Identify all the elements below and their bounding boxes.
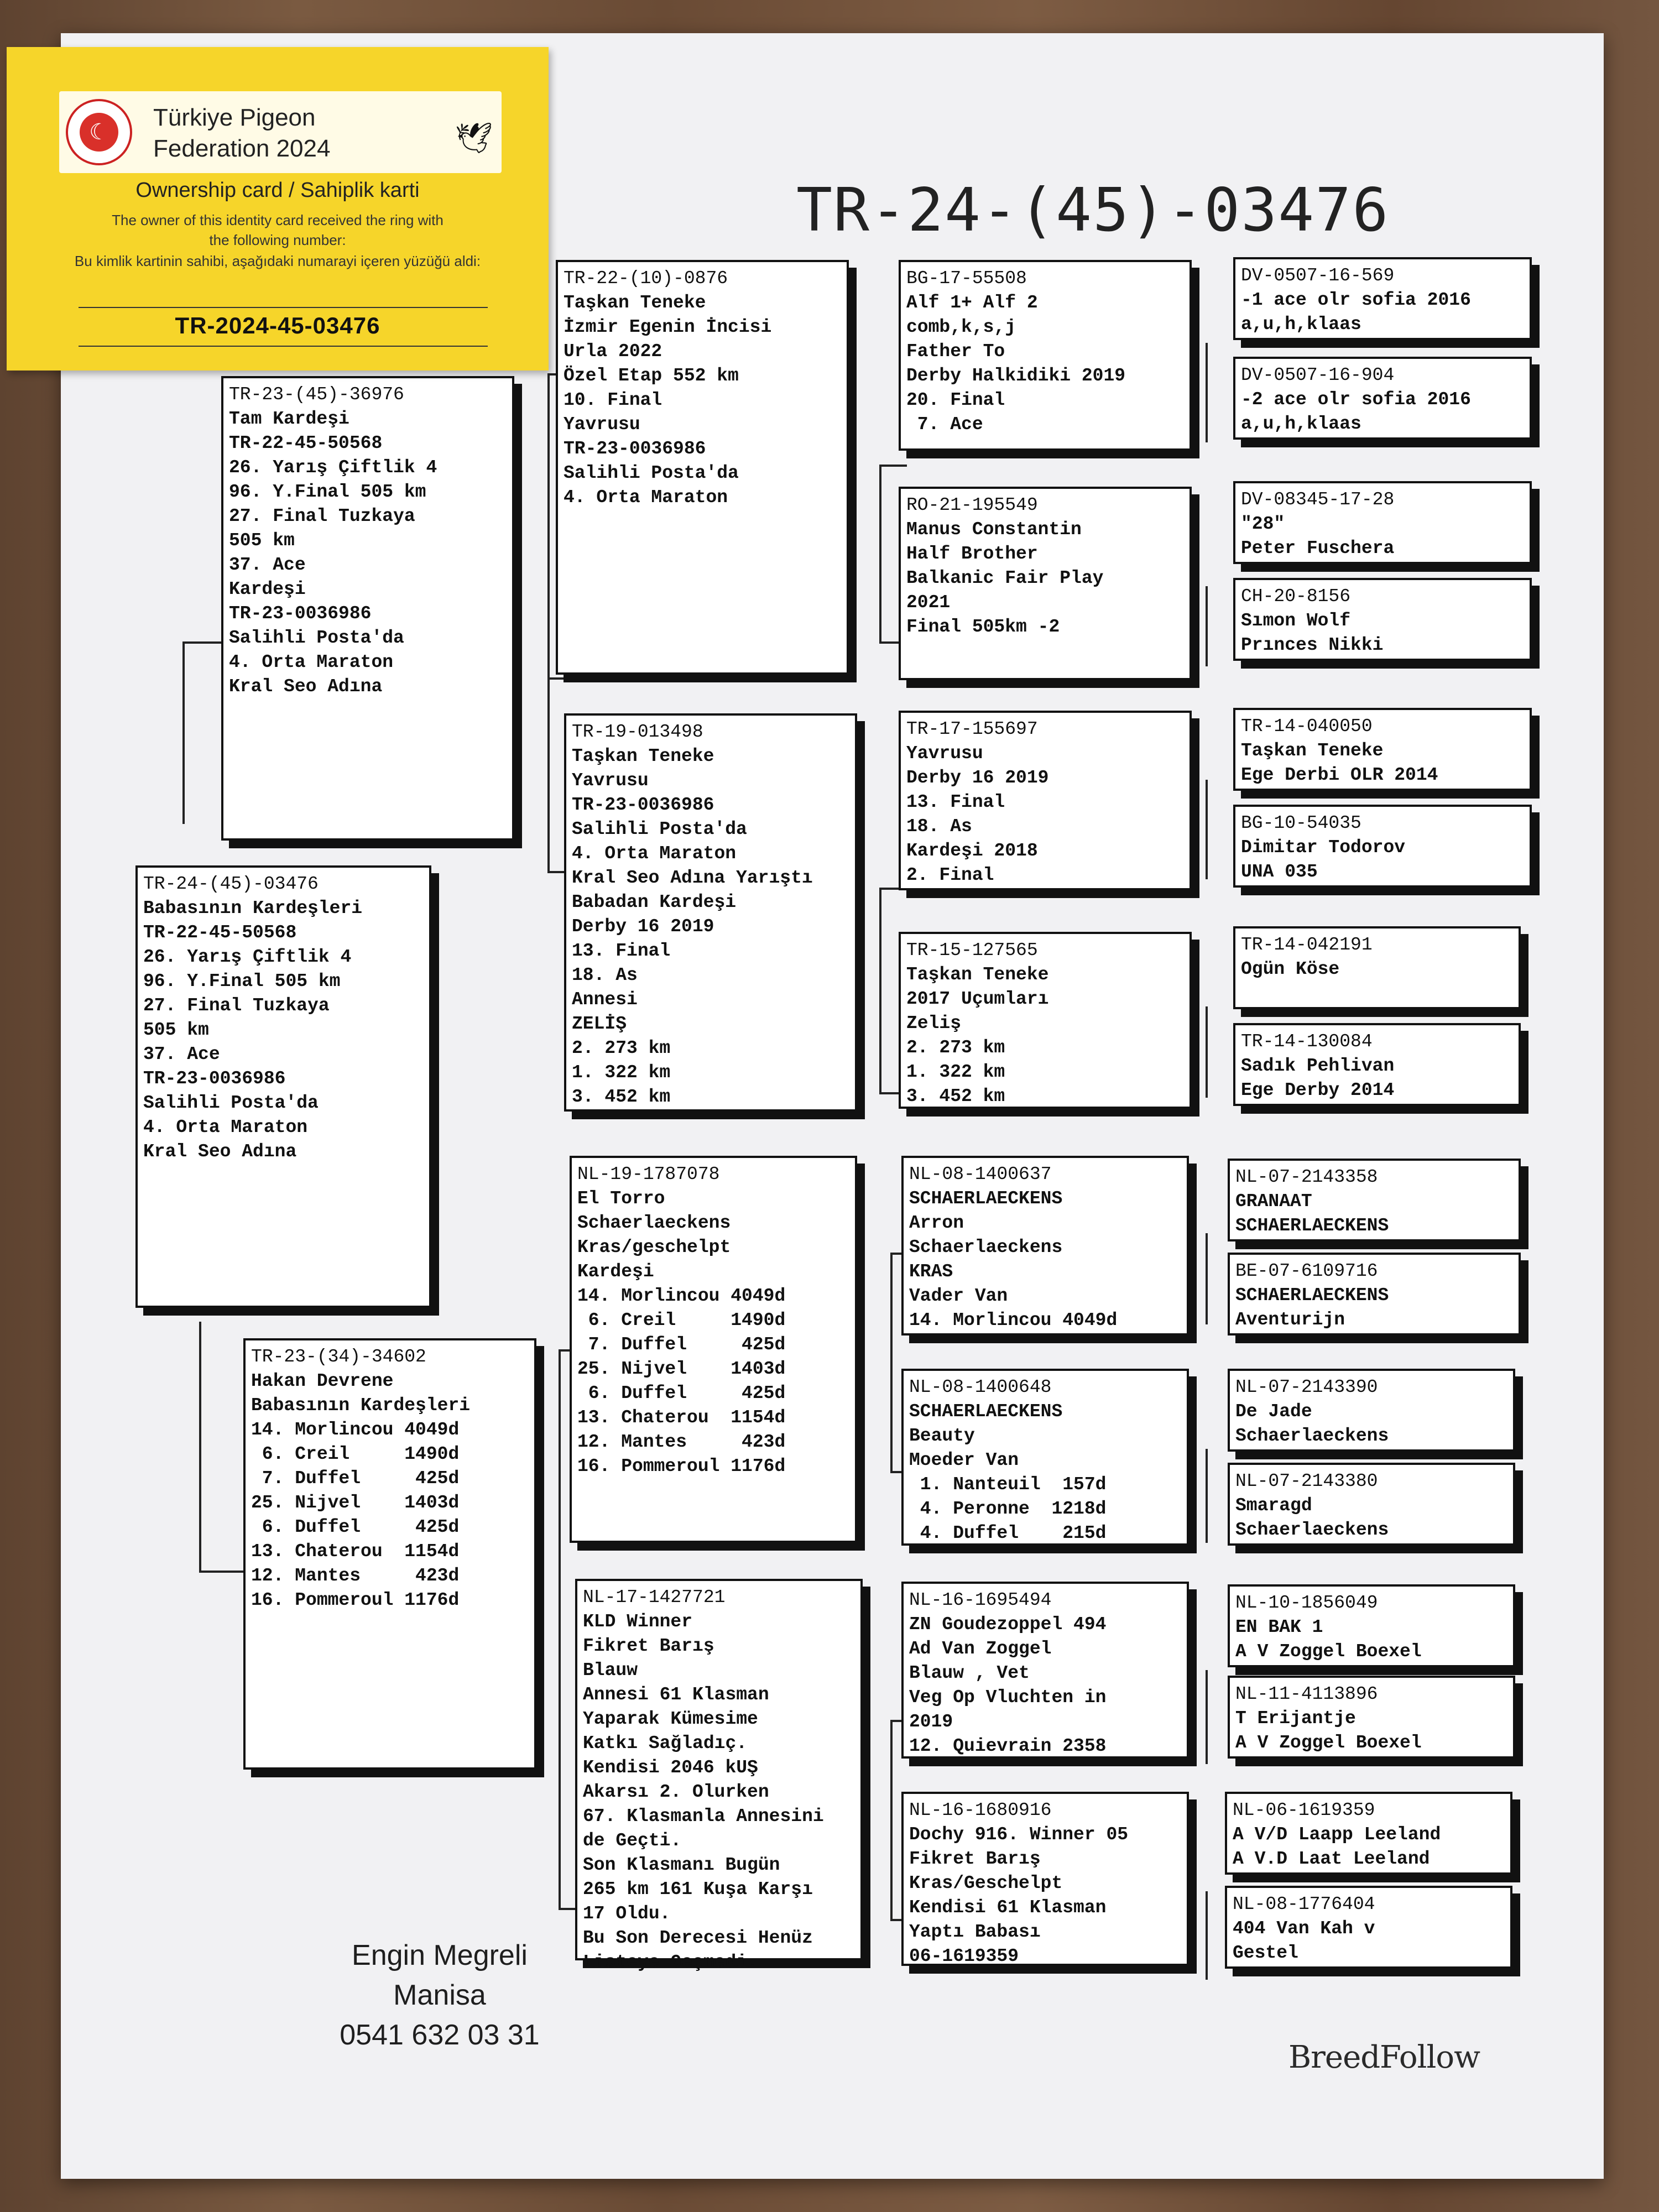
pedigree-line: 16. Pommeroul 1176d bbox=[251, 1590, 460, 1610]
pedigree-line: Smaragd bbox=[1235, 1495, 1312, 1516]
pedigree-line: TR-23-0036986 bbox=[229, 603, 372, 624]
owner-name: Engin Megreli bbox=[352, 1939, 528, 1971]
pedigree-box-sdd bbox=[899, 932, 1192, 1109]
brand-logo: BreedFollow bbox=[1288, 2039, 1480, 2075]
connector-line bbox=[1206, 343, 1208, 442]
pedigree-box-g13 bbox=[1228, 1584, 1515, 1667]
pedigree-box-g6 bbox=[1233, 805, 1532, 888]
pedigree-line: Aventurijn bbox=[1235, 1310, 1345, 1330]
pedigree-line: TR-23-0036986 bbox=[564, 439, 706, 459]
pedigree-line: 14. Morlincou 4049d bbox=[577, 1286, 786, 1306]
pedigree-box-g7 bbox=[1233, 926, 1521, 1009]
pedigree-line: T Erijantje bbox=[1235, 1708, 1356, 1729]
connector-line bbox=[879, 465, 907, 467]
ring-number: NL-07-2143380 bbox=[1235, 1471, 1378, 1491]
card-org-title bbox=[153, 102, 330, 164]
pedigree-line: 13. Final bbox=[572, 941, 671, 961]
pedigree-box-ds bbox=[570, 1156, 857, 1543]
pedigree-line: Schaerlaeckens bbox=[577, 1213, 731, 1233]
pedigree-line: 7. Ace bbox=[906, 414, 983, 435]
pedigree-line: 4. Orta Maraton bbox=[572, 843, 737, 864]
ring-number: DV-0507-16-569 bbox=[1241, 265, 1395, 286]
pedigree-line: 505 km bbox=[229, 530, 295, 551]
card-header bbox=[59, 91, 502, 173]
ring-number: NL-17-1427721 bbox=[583, 1587, 726, 1608]
pedigree-line: Taşkan Teneke bbox=[1241, 740, 1384, 761]
pedigree-line: Sımon Wolf bbox=[1241, 611, 1351, 631]
pedigree-line: Tam Kardeşi bbox=[229, 409, 349, 429]
connector-line bbox=[1206, 1233, 1208, 1324]
pedigree-line: Kral Seo Adına Yarıştı bbox=[572, 868, 813, 888]
pedigree-line: SCHAERLAECKENS bbox=[1235, 1215, 1389, 1236]
pedigree-line: Ogün Köse bbox=[1241, 959, 1340, 979]
pedigree-box-g5 bbox=[1233, 708, 1532, 791]
pedigree-line: Dimitar Todorov bbox=[1241, 837, 1406, 858]
pedigree-line: A V Zoggel Boexel bbox=[1235, 1733, 1422, 1753]
connector-line bbox=[547, 677, 570, 680]
pedigree-line: Alf 1+ Alf 2 bbox=[906, 293, 1038, 313]
ring-number: TR-23-(45)-36976 bbox=[229, 384, 404, 405]
pedigree-line: 13. Final bbox=[906, 792, 1005, 812]
connector-line bbox=[1206, 1891, 1208, 1980]
connector-line bbox=[879, 888, 881, 1092]
pedigree-line: EN BAK 1 bbox=[1235, 1617, 1323, 1637]
pedigree-line: A V/D Laapp Leeland bbox=[1233, 1824, 1441, 1845]
pedigree-line: 1. Nanteuil 157d bbox=[909, 1474, 1107, 1495]
pedigree-line: Veg Op Vluchten in bbox=[909, 1687, 1107, 1708]
pedigree-line: Yaparak Kümesime bbox=[583, 1709, 758, 1729]
ring-number: NL-08-1400648 bbox=[909, 1377, 1052, 1397]
pedigree-line: Katkı Sağladıç. bbox=[583, 1733, 748, 1754]
pedigree-line: 14. Morlincou 4049d bbox=[909, 1310, 1118, 1331]
pedigree-box-g15 bbox=[1225, 1792, 1512, 1875]
ring-number: RO-21-195549 bbox=[906, 495, 1038, 515]
pedigree-line: 4. Orta Maraton bbox=[229, 652, 394, 672]
card-note-en2: the following number: bbox=[209, 232, 346, 248]
ring-number: BG-10-54035 bbox=[1241, 813, 1361, 833]
pedigree-box-sss bbox=[899, 260, 1192, 451]
pedigree-box-ddd bbox=[901, 1792, 1189, 1966]
card-org-line1: Türkiye Pigeon bbox=[153, 104, 316, 131]
pedigree-line: Beauty bbox=[909, 1426, 975, 1446]
pedigree-line: GRANAAT bbox=[1235, 1191, 1312, 1212]
ring-number: BE-07-6109716 bbox=[1235, 1261, 1378, 1281]
pedigree-line: Arron bbox=[909, 1213, 964, 1233]
pedigree-line: Schaerlaeckens bbox=[1235, 1520, 1389, 1540]
owner-city: Manisa bbox=[393, 1979, 486, 2011]
ring-number: TR-14-040050 bbox=[1241, 716, 1373, 737]
pedigree-line: SCHAERLAECKENS bbox=[909, 1401, 1063, 1422]
pedigree-line: 2. Final bbox=[906, 865, 994, 885]
pedigree-line: 06-1619359 bbox=[909, 1946, 1019, 1966]
pedigree-line: de Geçti. bbox=[583, 1830, 682, 1851]
pedigree-line: -1 ace olr sofia 2016 bbox=[1241, 290, 1471, 310]
pedigree-line: Manus Constantin bbox=[906, 519, 1082, 540]
ring-number: NL-07-2143358 bbox=[1235, 1167, 1378, 1187]
pedigree-line: 3. 452 km bbox=[906, 1086, 1005, 1107]
pedigree-line: UNA 035 bbox=[1241, 862, 1318, 882]
pedigree-line: Blauw bbox=[583, 1660, 638, 1681]
pedigree-line: 10. Final bbox=[564, 390, 662, 410]
pedigree-line: Yaptı Babası bbox=[909, 1922, 1041, 1942]
federation-seal-icon: ☾ bbox=[66, 99, 132, 165]
pedigree-line: Derby 16 2019 bbox=[906, 768, 1049, 788]
ring-number: BG-17-55508 bbox=[906, 268, 1027, 289]
pedigree-line: Fikret Barış bbox=[583, 1636, 714, 1656]
connector-line bbox=[1206, 1670, 1208, 1764]
pedigree-box-g9 bbox=[1228, 1159, 1521, 1241]
pedigree-line: 12. Quievrain 2358 bbox=[909, 1736, 1107, 1756]
pedigree-line: 1. 322 km bbox=[572, 1062, 671, 1083]
pedigree-box-g12 bbox=[1228, 1463, 1515, 1546]
connector-line bbox=[879, 465, 881, 641]
pedigree-line: a,u,h,klaas bbox=[1241, 414, 1361, 434]
ring-number: TR-23-(34)-34602 bbox=[251, 1347, 426, 1367]
pedigree-line: Schaerlaeckens bbox=[1235, 1426, 1389, 1446]
card-note-en1: The owner of this identity card received the ring with bbox=[112, 212, 444, 228]
ring-number: TR-15-127565 bbox=[906, 940, 1038, 961]
ring-number: NL-16-1695494 bbox=[909, 1590, 1052, 1610]
pedigree-line: 4. Orta Maraton bbox=[143, 1117, 308, 1138]
pedigree-line: 4. Duffel 215d bbox=[909, 1523, 1107, 1543]
ring-number: TR-22-(10)-0876 bbox=[564, 268, 728, 289]
pedigree-line: TR-22-45-50568 bbox=[229, 433, 383, 453]
ring-number: TR-24-(45)-03476 bbox=[143, 874, 319, 894]
pedigree-line: Kral Seo Adına bbox=[229, 676, 383, 697]
connector-line bbox=[890, 1253, 893, 1471]
owner-phone: 0541 632 03 31 bbox=[340, 2019, 540, 2051]
pedigree-line: 18. As bbox=[572, 965, 638, 985]
pedigree-line: Babasının Kardeşleri bbox=[143, 898, 363, 919]
card-note-tr: Bu kimlik kartinin sahibi, aşağıdaki numarayi içeren yüzüğü aldi: bbox=[74, 253, 481, 269]
pedigree-line: 505 km bbox=[143, 1020, 209, 1040]
pedigree-line: Listeye Geçmedi. bbox=[583, 1952, 758, 1973]
pedigree-line: Ege Derby 2014 bbox=[1241, 1080, 1395, 1100]
pedigree-line: 96. Y.Final 505 km bbox=[229, 482, 426, 502]
pedigree-line: Kras/Geschelpt bbox=[909, 1873, 1063, 1893]
pedigree-box-ss bbox=[556, 260, 849, 675]
pedigree-line: Özel Etap 552 km bbox=[564, 366, 739, 386]
pedigree-line: Ad Van Zoggel bbox=[909, 1639, 1052, 1659]
pigeon-logo-icon: 🕊 bbox=[455, 122, 493, 155]
pedigree-line: 3. 452 km bbox=[572, 1087, 671, 1107]
pedigree-box-dam bbox=[243, 1338, 536, 1770]
pedigree-line: Father To bbox=[906, 341, 1005, 362]
pedigree-line: 14. Morlincou 4049d bbox=[251, 1420, 460, 1440]
pedigree-line: 37. Ace bbox=[143, 1044, 220, 1065]
pedigree-line: Prınces Nikki bbox=[1241, 635, 1384, 655]
pedigree-line: Annesi 61 Klasman bbox=[583, 1684, 769, 1705]
ring-number: NL-08-1776404 bbox=[1233, 1894, 1375, 1914]
pedigree-line: Salihli Posta'da bbox=[229, 628, 404, 648]
pedigree-line: ZN Goudezoppel 494 bbox=[909, 1614, 1107, 1635]
pedigree-line: ZELİŞ bbox=[572, 1014, 627, 1034]
pedigree-line: Zeliş bbox=[906, 1013, 962, 1034]
pedigree-line: Yavrusu bbox=[572, 770, 649, 791]
pedigree-title: TR-24-(45)-03476 bbox=[796, 176, 1390, 245]
connector-line bbox=[1206, 1006, 1208, 1098]
ring-number: DV-0507-16-904 bbox=[1241, 365, 1395, 385]
pedigree-line: 6. Creil 1490d bbox=[251, 1444, 460, 1464]
ring-number: DV-08345-17-28 bbox=[1241, 489, 1395, 510]
pedigree-line: Babadan Kardeşi bbox=[572, 892, 737, 912]
connector-line bbox=[1206, 780, 1208, 879]
pedigree-line: Derby 16 2019 bbox=[572, 916, 714, 937]
pedigree-line: 67. Klasmanla Annesini bbox=[583, 1806, 824, 1827]
pedigree-line: Blauw , Vet bbox=[909, 1663, 1030, 1683]
pedigree-line: Gestel bbox=[1233, 1943, 1298, 1963]
pedigree-line: comb,k,s,j bbox=[906, 317, 1016, 337]
connector-line bbox=[1206, 1449, 1208, 1543]
connector-line bbox=[199, 1322, 201, 1571]
pedigree-line: De Jade bbox=[1235, 1401, 1312, 1422]
pedigree-line: Kardeşi bbox=[577, 1261, 654, 1282]
pedigree-line: Derby Halkidiki 2019 bbox=[906, 366, 1126, 386]
pedigree-line: Son Klasmanı Bugün bbox=[583, 1855, 780, 1875]
pedigree-line: Ege Derbi OLR 2014 bbox=[1241, 765, 1438, 785]
pedigree-line: Taşkan Teneke bbox=[572, 746, 714, 766]
pedigree-line: Taşkan Teneke bbox=[564, 293, 706, 313]
pedigree-line: A V Zoggel Boexel bbox=[1235, 1641, 1422, 1662]
pedigree-line: 18. As bbox=[906, 816, 972, 837]
pedigree-line: Salihli Posta'da bbox=[564, 463, 739, 483]
pedigree-line: "28" bbox=[1241, 514, 1285, 534]
pedigree-line: 16. Pommeroul 1176d bbox=[577, 1456, 786, 1477]
pedigree-line: Peter Fuschera bbox=[1241, 538, 1395, 559]
pedigree-line: Yavrusu bbox=[564, 414, 640, 435]
connector-line bbox=[559, 1349, 561, 1908]
pedigree-line: SCHAERLAECKENS bbox=[1235, 1285, 1389, 1306]
pedigree-line: 13. Chaterou 1154d bbox=[251, 1541, 460, 1562]
pedigree-line: Yavrusu bbox=[906, 743, 983, 764]
pedigree-line: 7. Duffel 425d bbox=[577, 1334, 786, 1355]
pedigree-line: A V.D Laat Leeland bbox=[1233, 1849, 1430, 1869]
pedigree-line: Kendisi 61 Klasman bbox=[909, 1897, 1107, 1918]
ring-number: TR-19-013498 bbox=[572, 722, 703, 742]
pedigree-line: 6. Duffel 425d bbox=[577, 1383, 786, 1404]
pedigree-line: 37. Ace bbox=[229, 555, 306, 575]
pedigree-box-g8 bbox=[1233, 1023, 1521, 1106]
pedigree-line: İzmir Egenin İncisi bbox=[564, 317, 772, 337]
pedigree-box-ssd bbox=[899, 487, 1192, 680]
pedigree-line: Fikret Barış bbox=[909, 1849, 1041, 1869]
pedigree-line: Final 505km -2 bbox=[906, 617, 1060, 637]
pedigree-line: Bu Son Derecesi Henüz bbox=[583, 1928, 813, 1948]
pedigree-box-dsd bbox=[901, 1369, 1189, 1546]
pedigree-box-sire bbox=[221, 376, 514, 841]
pedigree-line: Urla 2022 bbox=[564, 341, 662, 362]
pedigree-line: KLD Winner bbox=[583, 1611, 693, 1632]
pedigree-line: TR-22-45-50568 bbox=[143, 922, 297, 943]
pedigree-line: 17 Oldu. bbox=[583, 1903, 671, 1924]
pedigree-line: Hakan Devrene bbox=[251, 1371, 394, 1391]
card-heading: Ownership card / Sahiplik karti bbox=[135, 179, 420, 202]
ring-number: NL-06-1619359 bbox=[1233, 1800, 1375, 1820]
card-org-line2: Federation 2024 bbox=[153, 135, 331, 162]
pedigree-line: 6. Creil 1490d bbox=[577, 1310, 786, 1331]
pedigree-line: 12. Mantes 423d bbox=[577, 1432, 786, 1452]
pedigree-line: Moeder Van bbox=[909, 1450, 1019, 1470]
ring-number: NL-10-1856049 bbox=[1235, 1593, 1378, 1613]
owner-info bbox=[293, 1936, 586, 2055]
pedigree-line: 404 Van Kah v bbox=[1233, 1918, 1375, 1939]
ring-number: CH-20-8156 bbox=[1241, 586, 1351, 607]
pedigree-box-dds bbox=[901, 1582, 1189, 1759]
connector-line bbox=[182, 641, 185, 824]
pedigree-box-g3 bbox=[1233, 481, 1532, 564]
pedigree-box-g4 bbox=[1233, 578, 1532, 661]
pedigree-line: TR-23-0036986 bbox=[143, 1068, 286, 1089]
pedigree-line: Balkanic Fair Play bbox=[906, 568, 1104, 588]
pedigree-box-subject bbox=[135, 865, 431, 1308]
card-divider bbox=[79, 307, 488, 308]
pedigree-line: 4. Peronne 1218d bbox=[909, 1499, 1107, 1519]
pedigree-line: TR-23-0036986 bbox=[572, 795, 714, 815]
ring-number: TR-14-130084 bbox=[1241, 1031, 1373, 1052]
pedigree-line: Vader Van bbox=[909, 1286, 1008, 1306]
pedigree-line: Salihli Posta'da bbox=[143, 1093, 319, 1113]
pedigree-line: 27. Final Tuzkaya bbox=[229, 506, 415, 526]
pedigree-line: Kardeşi bbox=[229, 579, 306, 599]
connector-line bbox=[1206, 586, 1208, 666]
ring-number: NL-16-1680916 bbox=[909, 1800, 1052, 1820]
pedigree-line: 6. Duffel 425d bbox=[251, 1517, 460, 1537]
pedigree-line: Kendisi 2046 kUŞ bbox=[583, 1757, 758, 1778]
pedigree-line: 12. Mantes 423d bbox=[251, 1566, 460, 1586]
pedigree-box-dd bbox=[575, 1579, 863, 1973]
pedigree-line: 2019 bbox=[909, 1712, 953, 1732]
pedigree-line: 7. Duffel 425d bbox=[251, 1468, 460, 1489]
ring-number: NL-07-2143390 bbox=[1235, 1377, 1378, 1397]
ring-number: NL-19-1787078 bbox=[577, 1164, 720, 1185]
pedigree-line: Kras/geschelpt bbox=[577, 1237, 731, 1258]
ring-number: NL-08-1400637 bbox=[909, 1164, 1052, 1185]
pedigree-line: 25. Nijvel 1403d bbox=[577, 1359, 786, 1379]
pedigree-line: Schaerlaeckens bbox=[909, 1237, 1063, 1258]
pedigree-box-g2 bbox=[1233, 357, 1532, 440]
ring-number: TR-14-042191 bbox=[1241, 935, 1373, 955]
pedigree-line: El Torro bbox=[577, 1188, 665, 1209]
pedigree-line: 2. 273 km bbox=[906, 1037, 1005, 1058]
ownership-card bbox=[7, 47, 549, 371]
pedigree-box-dss bbox=[901, 1156, 1189, 1335]
pedigree-line: 20. Final bbox=[906, 390, 1005, 410]
pedigree-box-g14 bbox=[1228, 1676, 1515, 1759]
pedigree-line: 13. Chaterou 1154d bbox=[577, 1407, 786, 1428]
pedigree-line: 265 km 161 Kuşa Karşı bbox=[583, 1879, 813, 1900]
pedigree-box-g11 bbox=[1228, 1369, 1515, 1452]
ring-number: TR-17-155697 bbox=[906, 719, 1038, 739]
pedigree-line: Half Brother bbox=[906, 544, 1038, 564]
pedigree-box-sds bbox=[899, 711, 1192, 890]
pedigree-line: -2 ace olr sofia 2016 bbox=[1241, 389, 1471, 410]
connector-line bbox=[890, 1720, 893, 1919]
card-ring-number: TR-2024-45-03476 bbox=[175, 312, 380, 338]
pedigree-box-g16 bbox=[1225, 1886, 1512, 1969]
pedigree-line: KRAS bbox=[909, 1261, 953, 1282]
pedigree-line: 96. Y.Final 505 km bbox=[143, 971, 341, 992]
pedigree-line: Salihli Posta'da bbox=[572, 819, 747, 839]
pedigree-line: 26. Yarış Çiftlik 4 bbox=[229, 457, 437, 478]
pedigree-line: Akarsı 2. Olurken bbox=[583, 1782, 769, 1802]
pedigree-line: SCHAERLAECKENS bbox=[909, 1188, 1063, 1209]
pedigree-line: Kral Seo Adına bbox=[143, 1141, 297, 1162]
pedigree-line: Taşkan Teneke bbox=[906, 964, 1049, 985]
pedigree-box-g1 bbox=[1233, 257, 1532, 340]
pedigree-box-sd bbox=[564, 713, 857, 1112]
pedigree-line: Dochy 916. Winner 05 bbox=[909, 1824, 1129, 1845]
pedigree-line: 26. Yarış Çiftlik 4 bbox=[143, 947, 352, 967]
pedigree-line: 2. 273 km bbox=[572, 1038, 671, 1058]
pedigree-line: Kardeşi 2018 bbox=[906, 841, 1038, 861]
pedigree-line: 1. 322 km bbox=[906, 1062, 1005, 1082]
pedigree-line: Babasının Kardeşleri bbox=[251, 1395, 471, 1416]
pedigree-line: Sadık Pehlivan bbox=[1241, 1056, 1395, 1076]
ring-number: NL-11-4113896 bbox=[1235, 1684, 1378, 1704]
pedigree-line: 25. Nijvel 1403d bbox=[251, 1493, 460, 1513]
pedigree-line: Annesi bbox=[572, 989, 638, 1010]
card-divider bbox=[79, 346, 488, 347]
pedigree-line: 2021 bbox=[906, 592, 951, 613]
connector-line bbox=[547, 373, 550, 871]
pedigree-line: 4. Orta Maraton bbox=[564, 487, 728, 508]
pedigree-line: 27. Final Tuzkaya bbox=[143, 995, 330, 1016]
pedigree-line: 2017 Uçumları bbox=[906, 989, 1049, 1009]
pedigree-box-g10 bbox=[1228, 1253, 1521, 1335]
pedigree-line: a,u,h,klaas bbox=[1241, 314, 1361, 335]
